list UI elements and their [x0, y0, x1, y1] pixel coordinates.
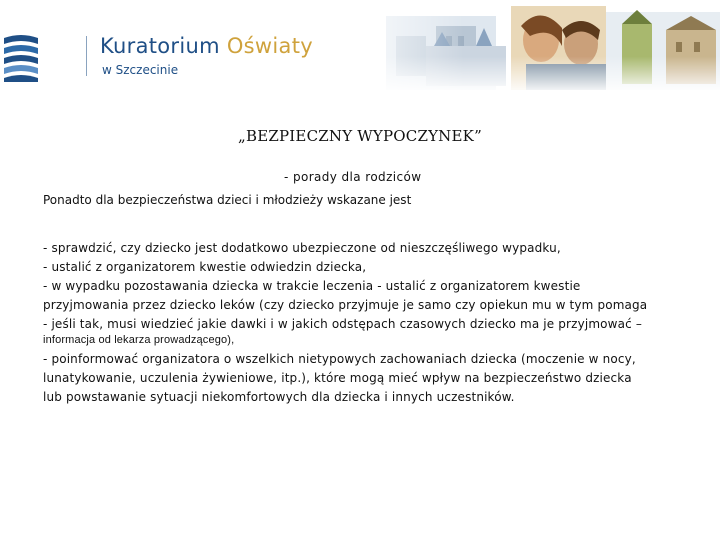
header-photo-banner: [326, 6, 720, 90]
advice-list: [43, 239, 683, 407]
page-subtitle: - porady dla rodziców: [284, 170, 422, 184]
list-item: - sprawdzić, czy dziecko jest dodatkowo ubezpieczone od nieszczęśliwego wypadku,: [43, 241, 561, 255]
list-item: - jeśli tak, musi wiedzieć jakie dawki i w jakich odstępach czasowych dziecko ma je przyjmować –: [43, 317, 642, 331]
list-item: - poinformować organizatora o wszelkich nietypowych zachowaniach dziecka (moczenie w nocy,: [43, 352, 636, 366]
list-item: - ustalić z organizatorem kwestie odwiedzin dziecka,: [43, 260, 367, 274]
page-title: „BEZPIECZNY WYPOCZYNEK”: [238, 127, 482, 145]
list-item: - w wypadku pozostawania dziecka w trakcie leczenia - ustalić z organizatorem kwestie: [43, 279, 581, 293]
list-item: lub powstawanie sytuacji niekomfortowych dla dziecka i innych uczestników.: [43, 390, 515, 404]
header: [0, 0, 720, 100]
logo-title-part1: Kuratorium: [100, 34, 220, 58]
logo-title-part2: Oświaty: [226, 34, 313, 58]
list-item: przyjmowania przez dziecko leków (czy dziecko przyjmuje je samo czy opiekun mu w tym pomaga: [43, 298, 648, 312]
logo-title: [100, 34, 313, 58]
logo-divider: [86, 36, 87, 76]
wave-logo-icon: [4, 32, 38, 82]
list-item: lunatykowanie, uczulenia żywieniowe, itp.), które mogą mieć wpływ na bezpieczeństwo dziecka: [43, 371, 632, 385]
list-item: informacja od lekarza prowadzącego),: [43, 334, 235, 346]
logo-subtitle: w Szczecinie: [102, 63, 179, 77]
intro-text: Ponadto dla bezpieczeństwa dzieci i młodzieży wskazane jest: [43, 193, 412, 207]
